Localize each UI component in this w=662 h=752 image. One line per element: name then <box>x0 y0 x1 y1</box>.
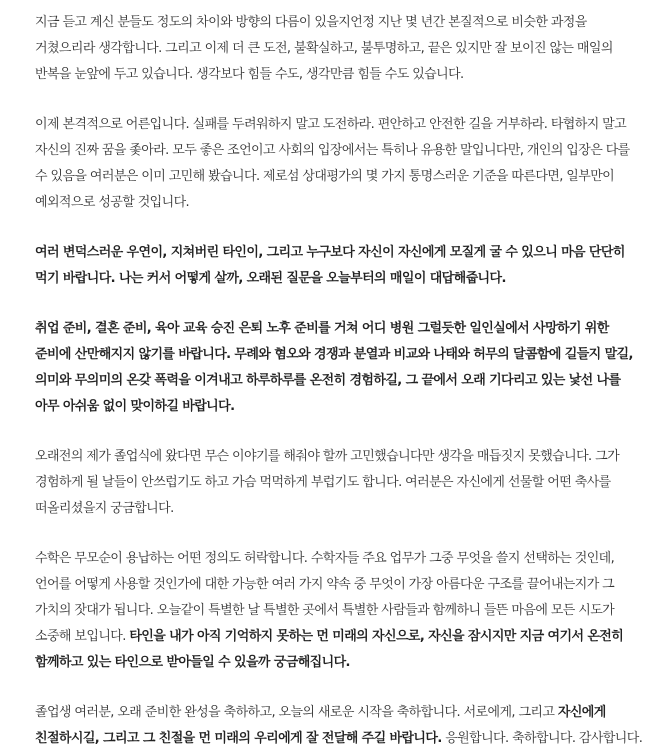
paragraph-6 <box>35 546 644 676</box>
paragraph-1-text: 지금 듣고 계신 분들도 정도의 차이와 방향의 다름이 있을지언정 지난 몇 년간 본질적으로 비슷한 과정을 거쳤으리라 생각합니다. 그리고 이제 더 큰 도전, 불확실하고, 불투명하고, 끝은 있지만 잘 보이진 않는 매일의 반복을 눈앞에 두고 있습니다. 생각보다 힘들 수도, 생각만큼 힘들 수도 있습니다. <box>35 15 613 82</box>
paragraph-4-text: 취업 준비, 결혼 준비, 육아 교육 승진 은퇴 노후 준비를 거쳐 어디 병원 그럴듯한 일인실에서 사망하기 위한 준비에 산만해지지 않기를 바랍니다. 무례와 혐오와 경쟁과 분열과 비교와 나태와 허무의 달콤함에 길들지 말길, 의미와 무의미의 온갖 폭력을 이겨내고 하루하루를 온전히 경험하길, 그 끝에서 오래 기다리고 있는 낯선 나를 아무 아쉬움 없이 맞이하길 바랍니다. <box>35 321 633 414</box>
paragraph-7 <box>35 700 644 752</box>
paragraph-3-text: 여러 변덕스러운 우연이, 지쳐버린 타인이, 그리고 누구보다 자신이 자신에게 모질게 굴 수 있으니 마음 단단히 먹기 바랍니다. 나는 커서 어떻게 살까, 오래된 질문을 오늘부터의 매일이 대답해줍니다. <box>35 245 625 286</box>
paragraph-7-text-end: 응원합니다. 축하합니다. 감사합니다. <box>441 731 643 746</box>
paragraph-7-text-start: 졸업생 여러분, 오래 준비한 완성을 축하하고, 오늘의 새로운 시작을 축하합니다. 서로에게, 그리고 <box>35 705 558 720</box>
paragraph-6-bold-text: 타인을 내가 아직 기억하지 못하는 먼 미래의 자신으로, 자신을 잠시지만 지금 여기서 온전히 함께하고 있는 타인으로 받아들일 수 있을까 궁금해집니다. <box>35 629 624 670</box>
paragraph-3-bold <box>35 240 644 292</box>
paragraph-4-bold <box>35 316 644 420</box>
paragraph-2 <box>35 112 644 216</box>
paragraph-1 <box>35 10 644 88</box>
paragraph-7-bold-text: 자신에게 친절하시길, 그리고 그 친절을 먼 미래의 우리에게 잘 전달해 주길 바랍니다. <box>35 705 606 746</box>
paragraph-5 <box>35 444 644 522</box>
paragraph-6-text: 수학은 무모순이 용납하는 어떤 정의도 허락합니다. 수학자들 주요 업무가 그중 무엇을 쓸지 선택하는 것인데, 언어를 어떻게 사용할 것인가에 대한 가능한 여러 가지 약속 중 무엇이 가장 아름다운 구조를 끌어내는지가 그 가치의 잣대가 됩니다. 오늘같이 특별한 날 특별한 곳에서 특별한 사람들과 함께하니 들뜬 마음에 모든 시도가 소중해 보입니다. <box>35 551 615 644</box>
paragraph-5-text: 오래전의 제가 졸업식에 왔다면 무슨 이야기를 해줘야 할까 고민했습니다만 생각을 매듭짓지 못했습니다. 그가 경험하게 될 날들이 안쓰럽기도 하고 가슴 먹먹하게 부럽기도 합니다. 여러분은 자신에게 선물할 어떤 축사를 떠올리셨을지 궁금합니다. <box>35 449 620 516</box>
paragraph-2-text: 이제 본격적으로 어른입니다. 실패를 두려워하지 말고 도전하라. 편안하고 안전한 길을 거부하라. 타협하지 말고 자신의 진짜 꿈을 좇아라. 모두 좋은 조언이고 사회의 입장에서는 특히나 유용한 말입니다만, 개인의 입장은 다를 수 있음을 여러분은 이미 고민해 봤습니다. 제로섬 상대평가의 몇 가지 통명스러운 기준을 따른다면, 일부만이 예외적으로 성공할 것입니다. <box>35 117 630 210</box>
